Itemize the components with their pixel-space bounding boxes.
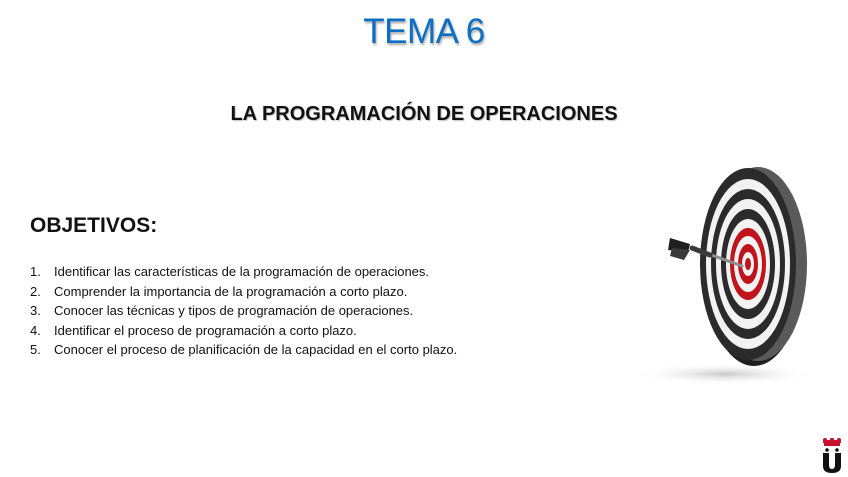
objective-number: 1.	[30, 264, 41, 279]
objectives-list	[30, 262, 457, 360]
objective-text: Conocer el proceso de planificación de la capacidad en el corto plazo.	[54, 342, 458, 357]
objective-item	[30, 321, 457, 341]
dartboard-icon	[630, 160, 830, 390]
university-logo	[820, 438, 844, 474]
objective-item	[30, 282, 457, 302]
objective-item	[30, 262, 457, 282]
objective-text: Comprender la importancia de la programación a corto plazo.	[54, 283, 408, 299]
dartboard-image	[630, 160, 830, 390]
objective-number: 4.	[30, 322, 41, 338]
slide-title: TEMA 6	[363, 12, 485, 51]
slide-subtitle: LA PROGRAMACIÓN DE OPERACIONES	[230, 103, 618, 125]
university-crest-icon	[820, 438, 844, 474]
objective-item	[30, 340, 457, 360]
objective-item	[30, 301, 457, 321]
objective-number: 3.	[30, 303, 41, 318]
objective-text: Identificar el proceso de programación a corto plazo.	[54, 322, 357, 338]
objective-text: Conocer las técnicas y tipos de programación de operaciones.	[54, 303, 414, 318]
objectives-heading: OBJETIVOS:	[30, 214, 158, 237]
objective-number: 2.	[30, 283, 41, 299]
objective-number: 5.	[30, 342, 41, 357]
objective-text: Identificar las características de la programación de operaciones.	[54, 264, 430, 279]
